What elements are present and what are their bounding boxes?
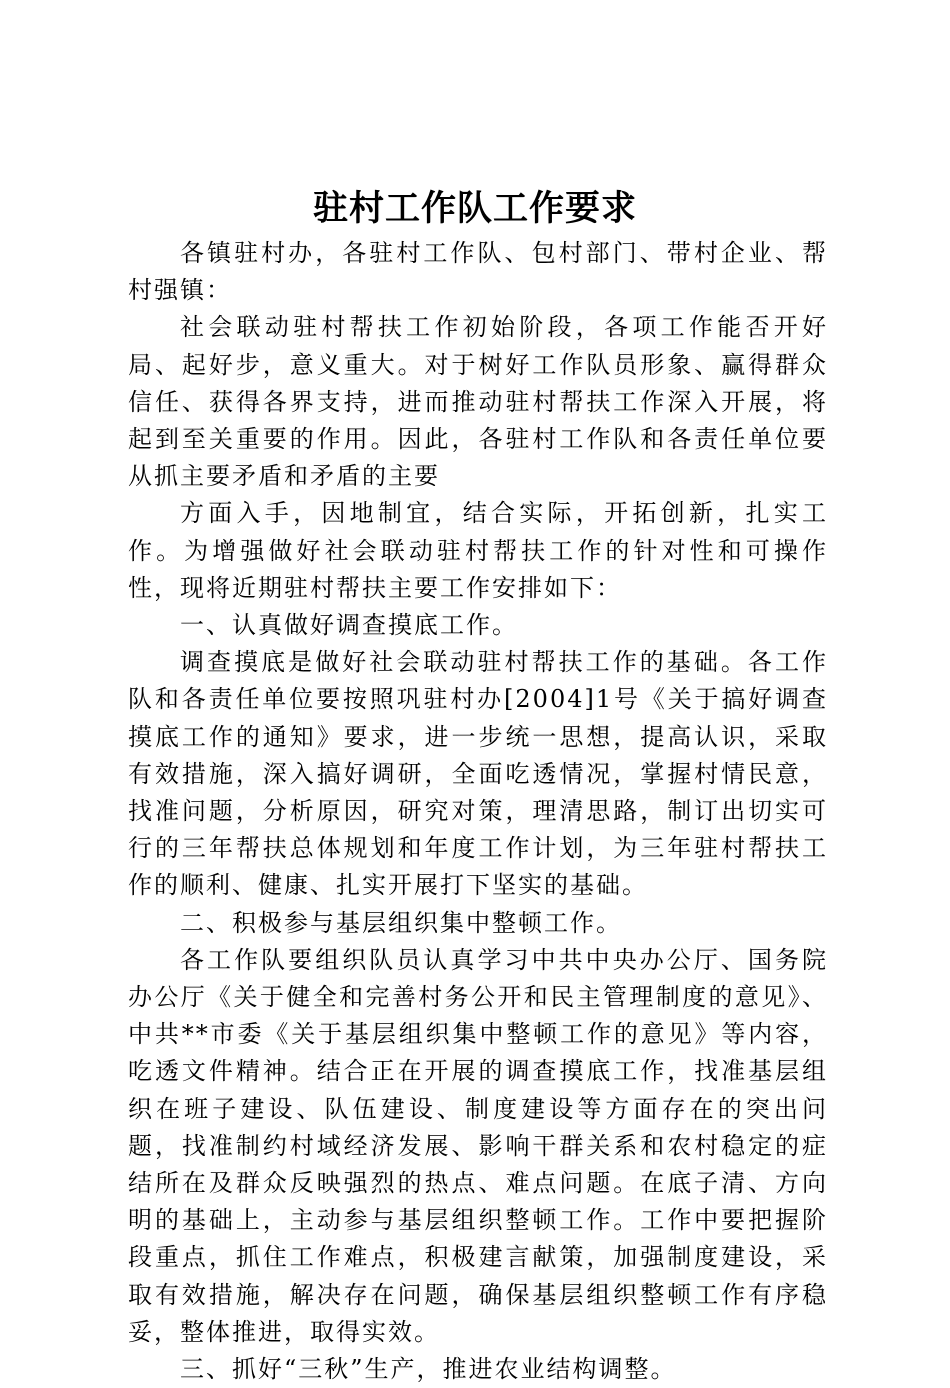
section-heading-1: 一、认真做好调查摸底工作。 [180, 611, 518, 640]
intro-paragraph: 社会联动驻村帮扶工作初始阶段，各项工作能否开好局、起好步，意义重大。对于树好工作队员形象、赢得群众信任、获得各界支持，进而推动驻村帮扶工作深入开展，将起到至关重要的作用。因此，各驻村工作队和各责任单位要从抓主要矛盾和矛盾的主要 [128, 313, 828, 491]
document-body [128, 235, 828, 1388]
salutation-paragraph: 各镇驻村办，各驻村工作队、包村部门、带村企业、帮村强镇： [128, 239, 828, 305]
section-heading-3: 三、抓好“三秋”生产，推进农业结构调整。 [180, 1355, 677, 1384]
section-heading-2: 二、积极参与基层组织集中整顿工作。 [180, 908, 622, 937]
intro-continuation-paragraph: 方面入手，因地制宜，结合实际，开拓创新，扎实工作。为增强做好社会联动驻村帮扶工作的针对性和可操作性，现将近期驻村帮扶主要工作安排如下： [128, 499, 828, 602]
section-2-paragraph: 各工作队要组织队员认真学习中共中央办公厅、国务院办公厅《关于健全和完善村务公开和民主管理制度的意见》、中共**市委《关于基层组织集中整顿工作的意见》等内容，吃透文件精神。结合正在开展的调查摸底工作，找准基层组织在班子建设、队伍建设、制度建设等方面存在的突出问题，找准制约村域经济发展、影响干群关系和农村稳定的症结所在及群众反映强烈的热点、难点问题。在底子清、方向明的基础上，主动参与基层组织整顿工作。工作中要把握阶段重点，抓住工作难点，积极建言献策，加强制度建设，采取有效措施，解决存在问题，确保基层组织整顿工作有序稳妥，整体推进，取得实效。 [128, 945, 828, 1346]
document-title: 驻村工作队工作要求 [312, 189, 637, 229]
section-1-paragraph: 调查摸底是做好社会联动驻村帮扶工作的基础。各工作队和各责任单位要按照巩驻村办[2004]1号《关于搞好调查摸底工作的通知》要求，进一步统一思想，提高认识，采取有效措施，深入搞好调研，全面吃透情况，掌握村情民意，找准问题，分析原因，研究对策，理清思路，制订出切实可行的三年帮扶总体规划和年度工作计划，为三年驻村帮扶工作的顺利、健康、扎实开展打下坚实的基础。 [128, 648, 828, 900]
